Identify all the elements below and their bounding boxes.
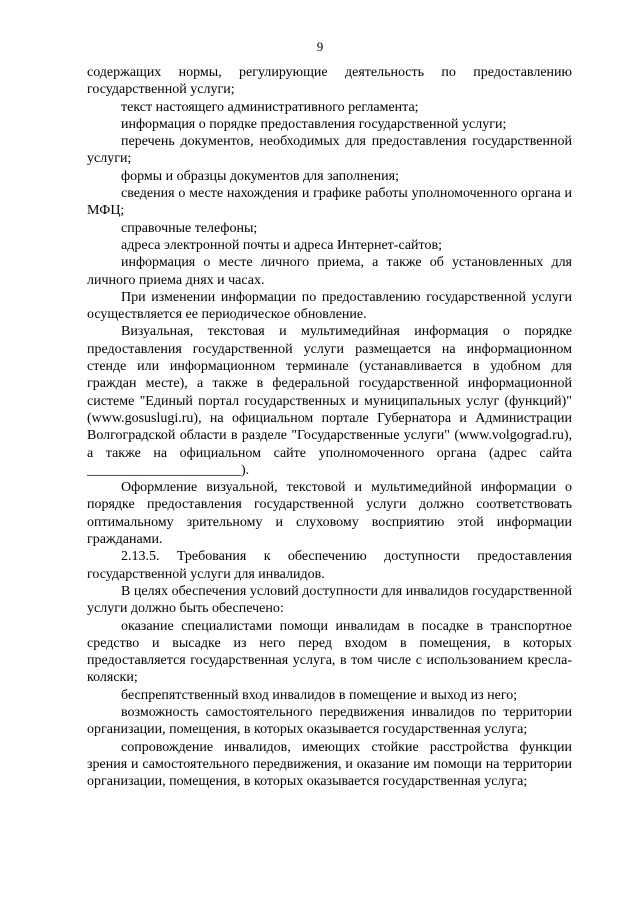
paragraph: формы и образцы документов для заполнения;: [121, 168, 399, 184]
paragraph: беспрепятственный вход инвалидов в помещение и выход из него;: [121, 687, 518, 703]
paragraph: 2.13.5. Требования к обеспечению доступности предоставления государственной услуги для инвалидов.: [87, 549, 572, 582]
paragraph: информация о порядке предоставления государственной услуги;: [121, 116, 507, 132]
paragraph: информация о месте личного приема, а также об установленных для личного приема днях и часах.: [87, 255, 572, 288]
paragraph: возможность самостоятельного передвижения инвалидов по территории организации, помещения, в которых оказывается государственная услуга;: [87, 704, 572, 738]
paragraph: При изменении информации по предоставлению государственной услуги осуществляется ее периодическое обновление.: [87, 289, 572, 323]
paragraph: перечень документов, необходимых для предоставления государственной услуги;: [87, 134, 572, 167]
paragraph: текст настоящего административного регламента;: [121, 99, 419, 115]
paragraph: оказание специалистами помощи инвалидам в посадке в транспортное средство и высадке из него перед входом в помещения, в которых предоставляется государственная услуга, в том числе с использованием кресла-коляски;: [87, 618, 572, 686]
paragraph: В целях обеспечения условий доступности для инвалидов государственной услуги должно быть обеспечено:: [87, 583, 572, 617]
paragraph: Оформление визуальной, текстовой и мультимедийной информации о порядке предоставления государственной услуги должно соответствовать оптимальному зрительному и слуховому восприятию этой информации гражданами.: [87, 480, 572, 548]
document-body: [87, 64, 572, 790]
paragraph: Визуальная, текстовая и мультимедийная информация о порядке предоставления государственной услуги размещается на информационном стенде или информационном терминале (устанавливается в удобном для граждан месте), а также в федеральной государственной информационной системе "Единый портал государственных и муниципальных услуг (функций)" (www.gosuslugi.ru), на официальном портале Губернатора и Администрации Волгоградской области в разделе "Государственные услуги" (www.volgograd.ru), а также на официальном сайте уполномоченного органа (адрес сайта ______________________).: [87, 324, 572, 478]
paragraph: справочные телефоны;: [121, 220, 258, 236]
page-number: 9: [316, 39, 324, 54]
paragraph: адреса электронной почты и адреса Интернет-сайтов;: [121, 237, 442, 253]
paragraph: содержащих нормы, регулирующие деятельность по предоставлению государственной услуги;: [87, 65, 572, 98]
paragraph: сведения о месте нахождения и графике работы уполномоченного органа и МФЦ;: [87, 186, 572, 219]
paragraph: сопровождение инвалидов, имеющих стойкие расстройства функции зрения и самостоятельного передвижения, и оказание им помощи на территории организации, помещения, в которых оказывается государственная услуга;: [87, 739, 572, 790]
